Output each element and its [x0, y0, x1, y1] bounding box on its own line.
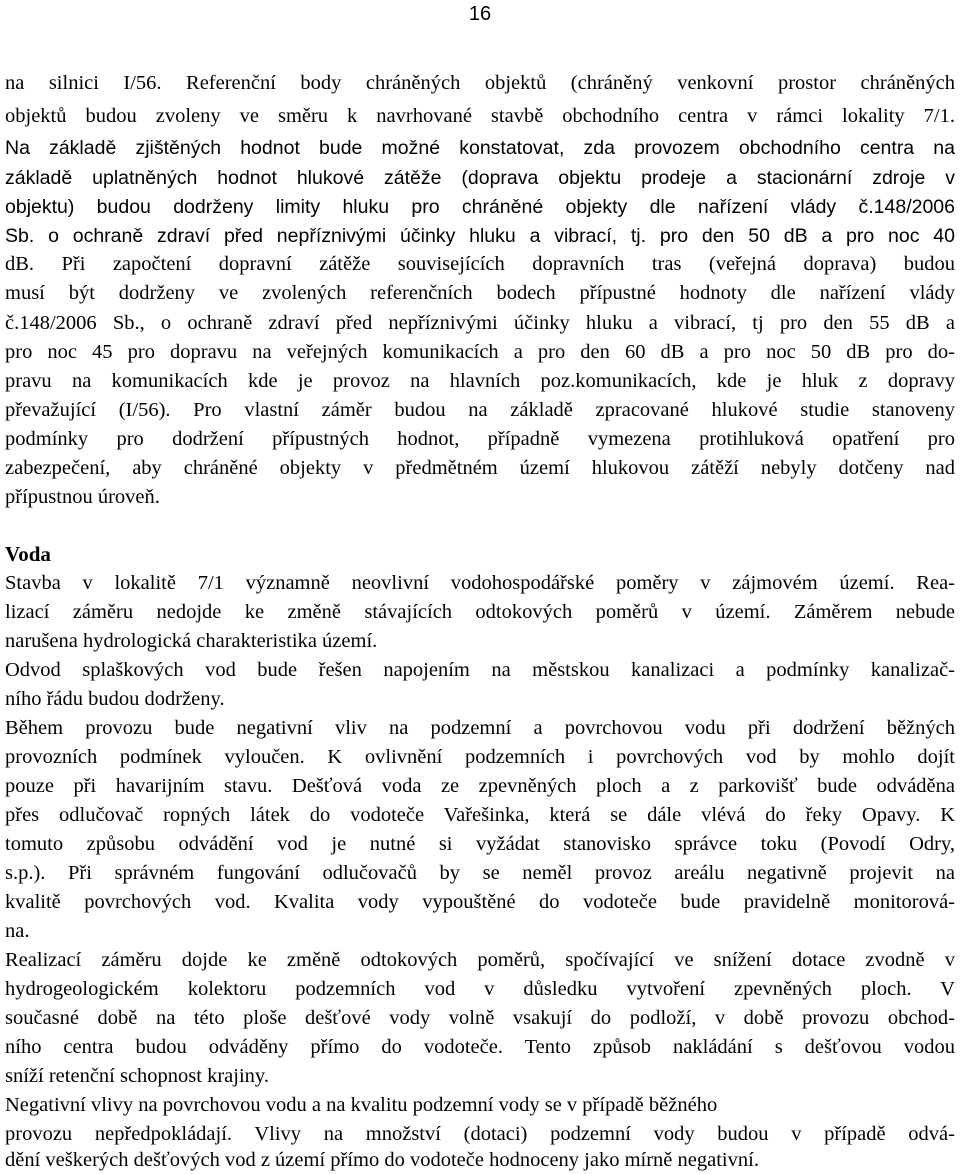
text-line: základě uplatněných hodnot hlukové zátěže (doprava objektu prodeje a stacionární zdroje v — [5, 167, 955, 189]
text-line: musí být dodrženy ve zvolených referenčních bodech přípustné hodnoty dle nařízení vlády — [5, 282, 955, 304]
text-line: ního řádu budou dodrženy. — [5, 688, 225, 710]
text-line: sníží retenční schopnost krajiny. — [5, 1065, 269, 1087]
text-line: kvalitě povrchových vod. Kvalita vody vypouštěné do vodoteče bude pravidelně monitorová- — [5, 891, 955, 913]
text-line: Na základě zjištěných hodnot bude možné konstatovat, zda provozem obchodního centra na — [5, 137, 955, 159]
text-line: současné době na této ploše dešťové vody volně vsakují do podloží, v době provozu obchod- — [5, 1007, 955, 1029]
page-number: 16 — [468, 3, 492, 25]
text-line: na silnici I/56. Referenční body chráněných objektů (chráněný venkovní prostor chráněných — [5, 72, 955, 94]
text-line: ního centra budou odváděny přímo do vodoteče. Tento způsob nakládání s dešťovou vodou — [5, 1036, 955, 1058]
text-line: Během provozu bude negativní vliv na podzemní a povrchovou vodu při dodržení běžných — [5, 717, 955, 739]
text-line: Stavba v lokalitě 7/1 významně neovlivní vodohospodářské poměry v zájmovém území. Rea- — [5, 572, 955, 594]
text-line: č.148/2006 Sb., o ochraně zdraví před nepříznivými účinky hluku a vibrací, tj pro den 55 dB a — [5, 312, 955, 334]
text-line: pouze při havarijním stavu. Dešťová voda ze zpevněných ploch a z parkovišť bude odváděna — [5, 775, 955, 797]
text-line: podmínky pro dodržení přípustných hodnot, případně vymezena protihluková opatření pro — [5, 428, 955, 450]
text-line: provozních podmínek vyloučen. K ovlivnění podzemních i povrchových vod by mohlo dojít — [5, 746, 955, 768]
text-line: Sb. o ochraně zdraví před nepříznivými účinky hluku a vibrací, tj. pro den 50 dB a pro noc 40 — [5, 225, 955, 247]
text-line: dB. Při započtení dopravní zátěže souvisejících dopravních tras (veřejná doprava) budou — [5, 253, 955, 275]
text-line: tomuto způsobu odvádění vod je nutné si vyžádat stanovisko správce toku (Povodí Odry, — [5, 833, 955, 855]
text-line: provozu nepředpokládají. Vlivy na množství (dotaci) podzemní vody budou v případě odvá- — [5, 1123, 955, 1145]
text-line: na. — [5, 920, 30, 942]
text-line: Negativní vlivy na povrchovou vodu a na kvalitu podzemní vody se v případě běžného — [5, 1094, 718, 1116]
text-line: objektu) budou dodrženy limity hluku pro chráněné objekty dle nařízení vlády č.148/2006 — [5, 196, 955, 218]
text-line: s.p.). Při správném fungování odlučovačů by se neměl provoz areálu negativně projevit na — [5, 862, 955, 884]
text-line: narušena hydrologická charakteristika území. — [5, 630, 378, 652]
text-line: převažující (I/56). Pro vlastní záměr budou na základě zpracované hlukové studie stanoveny — [5, 399, 955, 421]
text-line: zabezpečení, aby chráněné objekty v předmětném území hlukovou zátěží nebyly dotčeny nad — [5, 457, 955, 479]
text-line: Realizací záměru dojde ke změně odtokových poměrů, spočívající ve snížení dotace zvodně v — [5, 949, 955, 971]
text-line: dění veškerých dešťových vod z území přímo do vodoteče hodnoceny jako mírně negativní. — [5, 1149, 759, 1171]
text-line: Odvod splaškových vod bude řešen napojením na městskou kanalizaci a podmínky kanalizač- — [5, 659, 955, 681]
text-line: pro noc 45 pro dopravu na veřejných komunikacích a pro den 60 dB a pro noc 50 dB pro do- — [5, 341, 955, 363]
text-line: lizací záměru nedojde ke změně stávajících odtokových poměrů v území. Záměrem nebude — [5, 601, 955, 623]
text-line: hydrogeologickém kolektoru podzemních vod v důsledku vytvoření zpevněných ploch. V — [5, 978, 955, 1000]
text-line: přes odlučovač ropných látek do vodoteče Vařešinka, která se dále vlévá do řeky Opavy. K — [5, 804, 955, 826]
text-line: pravu na komunikacích kde je provoz na hlavních poz.komunikacích, kde je hluk z dopravy — [5, 370, 955, 392]
text-line: objektů budou zvoleny ve směru k navrhované stavbě obchodního centra v rámci lokality 7/1. — [5, 105, 955, 127]
section-heading-voda: Voda — [5, 542, 51, 566]
text-line: přípustnou úroveň. — [5, 486, 160, 508]
